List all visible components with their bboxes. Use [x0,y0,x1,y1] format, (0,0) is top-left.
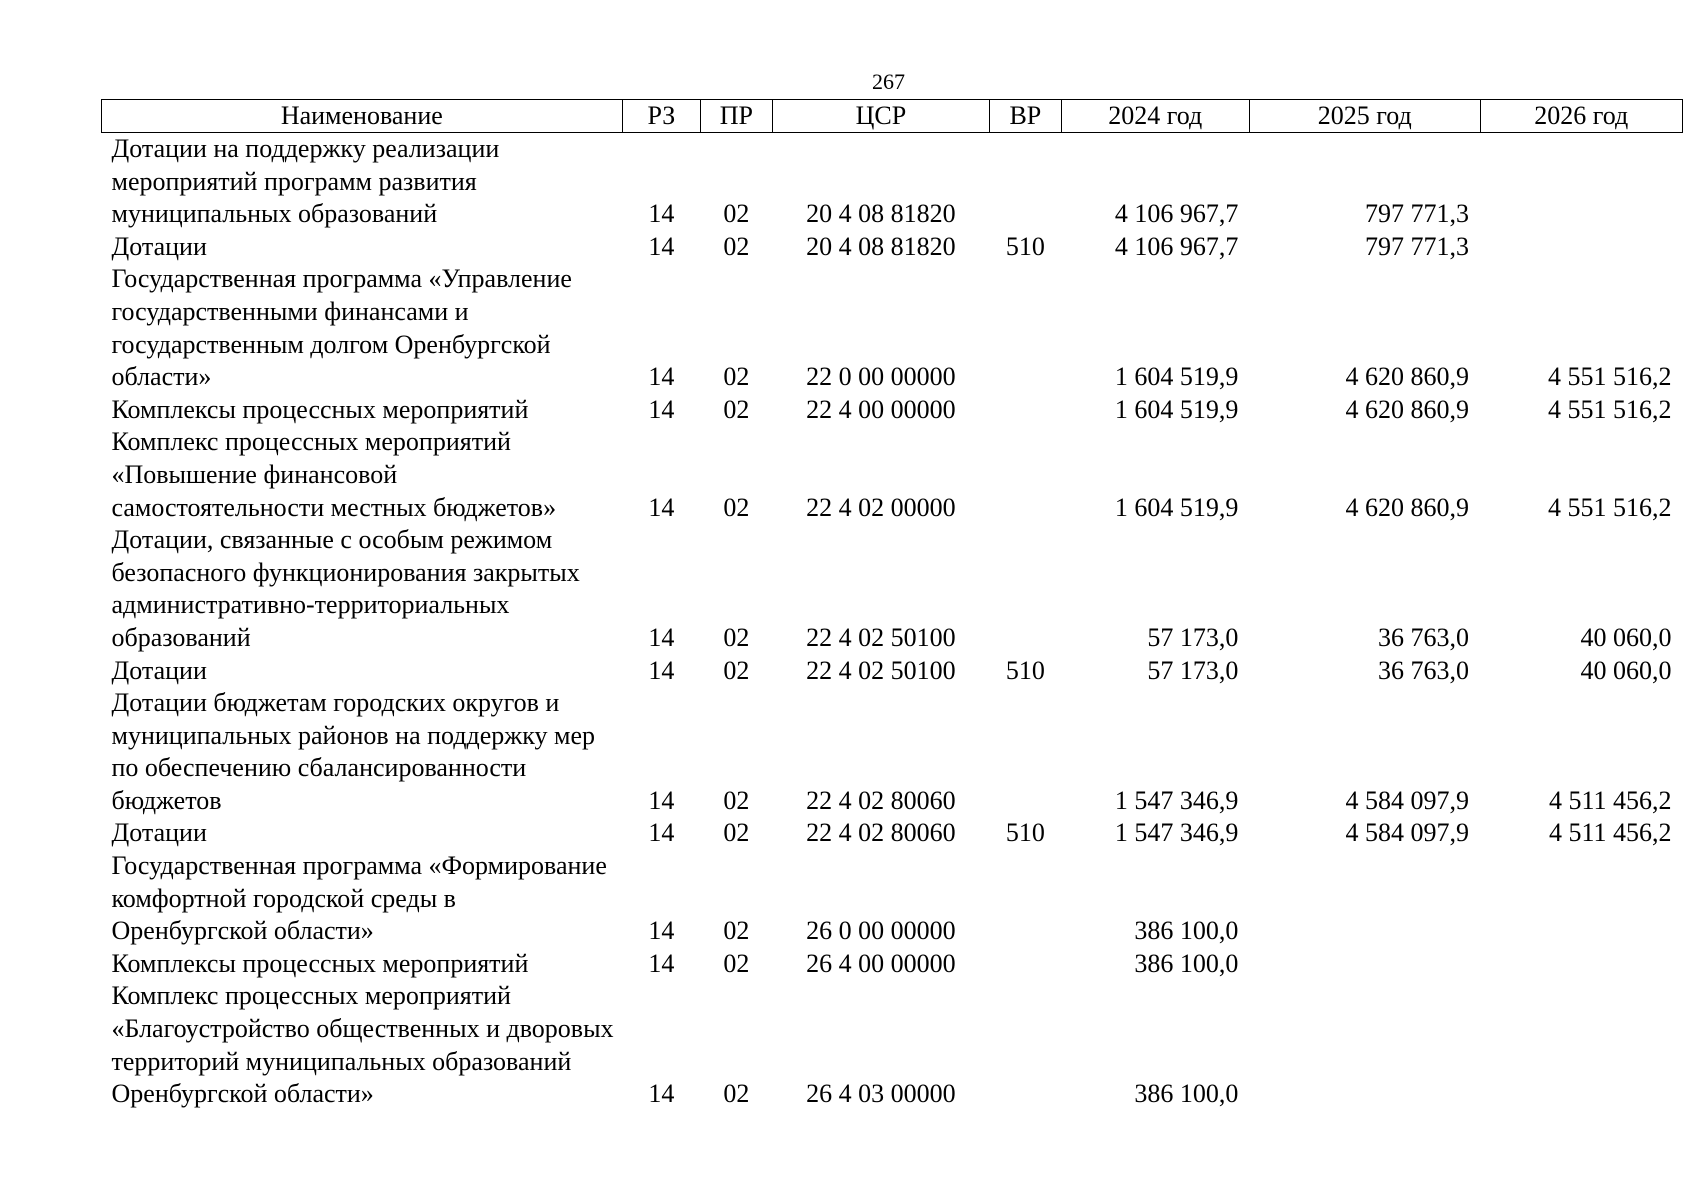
cell-2025: 797 771,3 [1365,231,1469,261]
cell-2025 [1249,850,1480,948]
cell-csr: 26 0 00 00000 [806,916,956,946]
cell-pr: 02 [723,948,750,978]
cell-2026 [1480,980,1683,1110]
cell-pr: 02 [723,362,750,392]
cell-2026 [1480,231,1683,264]
cell-vr: 510 [1005,655,1045,685]
cell-vr [990,426,1061,524]
cell-csr: 22 4 02 80060 [806,818,956,848]
cell-2026 [1480,133,1683,231]
cell-vr [990,687,1061,817]
cell-csr: 20 4 08 81820 [806,231,956,261]
page-number: 267 [872,69,905,94]
cell-2025: 4 584 097,9 [1345,818,1469,848]
cell-2025: 797 771,3 [1365,199,1469,229]
cell-vr [990,394,1061,427]
cell-name: Дотации бюджетам городских округов и муниципальных районов на поддержку мер по обеспечению сбалансированности бюджетов [111,688,595,815]
cell-csr: 20 4 08 81820 [806,199,956,229]
cell-2025: 4 584 097,9 [1345,785,1469,815]
cell-2026 [1480,850,1683,948]
cell-2026: 4 551 516,2 [1548,492,1672,522]
cell-rz: 14 [648,231,675,261]
table-row [102,980,1683,1110]
cell-pr: 02 [723,199,750,229]
table-row [102,655,1683,688]
header-name: Наименование [102,100,623,133]
cell-2024: 386 100,0 [1134,948,1239,978]
table-row [102,263,1683,393]
cell-name: Дотации [111,231,207,261]
header-2026: 2026 год [1480,100,1683,133]
cell-csr: 26 4 03 00000 [806,1079,956,1109]
cell-2026 [1480,948,1683,981]
cell-vr [990,524,1061,654]
cell-vr [990,263,1061,393]
cell-rz: 14 [648,1079,675,1109]
header-2025: 2025 год [1249,100,1480,133]
table-row [102,948,1683,981]
cell-2024: 4 106 967,7 [1114,231,1239,261]
cell-2026: 40 060,0 [1580,622,1672,652]
cell-name: Государственная программа «Управление государственными финансами и государственным долгом Оренбургской области» [111,264,572,392]
cell-2026: 4 551 516,2 [1548,362,1672,392]
cell-2026: 4 551 516,2 [1548,394,1672,424]
cell-2026: 4 511 456,2 [1548,818,1672,848]
table-row [102,524,1683,654]
cell-2026: 4 511 456,2 [1548,785,1672,815]
cell-vr [990,133,1061,231]
cell-csr: 22 0 00 00000 [806,362,956,392]
header-rz: РЗ [622,100,701,133]
cell-csr: 22 4 00 00000 [806,394,956,424]
cell-name: Комплексы процессных мероприятий [111,394,529,424]
cell-vr [990,948,1061,981]
cell-rz: 14 [648,785,675,815]
header-2024: 2024 год [1061,100,1249,133]
cell-name: Комплексы процессных мероприятий [111,948,529,978]
cell-rz: 14 [648,362,675,392]
cell-2025: 4 620 860,9 [1345,394,1469,424]
cell-pr: 02 [723,1079,750,1109]
table-row [102,426,1683,524]
header-vr: ВР [990,100,1061,133]
cell-csr: 22 4 02 00000 [806,492,956,522]
cell-pr: 02 [723,655,750,685]
header-pr: ПР [701,100,772,133]
table-body [102,133,1683,1111]
cell-2025: 4 620 860,9 [1345,492,1469,522]
cell-name: Комплекс процессных мероприятий «Благоустройство общественных и дворовых территорий муниципальных образований Оренбургской области» [111,981,614,1109]
table-row [102,850,1683,948]
cell-2024: 1 604 519,9 [1114,394,1239,424]
cell-vr [990,980,1061,1110]
cell-csr: 26 4 00 00000 [806,948,956,978]
cell-vr [990,850,1061,948]
cell-2024: 1 604 519,9 [1114,362,1239,392]
cell-vr: 510 [1005,818,1045,848]
table-header [102,100,1683,133]
cell-rz: 14 [648,818,675,848]
budget-table [101,99,1683,1111]
table-row [102,231,1683,264]
cell-name: Дотации, связанные с особым режимом безопасного функционирования закрытых административно-территориальных образований [111,525,580,652]
header-row [102,100,1683,133]
cell-pr: 02 [723,492,750,522]
cell-name: Дотации на поддержку реализации мероприятий программ развития муниципальных образований [111,134,500,229]
cell-rz: 14 [648,622,675,652]
cell-csr: 22 4 02 80060 [806,785,956,815]
cell-rz: 14 [648,916,675,946]
cell-2025: 36 763,0 [1378,622,1469,652]
cell-2024: 386 100,0 [1134,916,1239,946]
cell-csr: 22 4 02 50100 [806,655,956,685]
cell-rz: 14 [648,394,675,424]
table-row [102,687,1683,817]
cell-2024: 1 604 519,9 [1114,492,1239,522]
cell-2025 [1249,948,1480,981]
table-row [102,394,1683,427]
cell-rz: 14 [648,655,675,685]
cell-2026: 40 060,0 [1580,655,1672,685]
cell-2024: 4 106 967,7 [1114,199,1239,229]
cell-2024: 1 547 346,9 [1114,818,1239,848]
cell-rz: 14 [648,492,675,522]
cell-csr: 22 4 02 50100 [806,622,956,652]
cell-name: Комплекс процессных мероприятий «Повышение финансовой самостоятельности местных бюджетов» [111,427,557,522]
cell-name: Дотации [111,818,207,848]
cell-2025 [1249,980,1480,1110]
cell-rz: 14 [648,948,675,978]
cell-pr: 02 [723,785,750,815]
header-csr: ЦСР [772,100,990,133]
cell-vr: 510 [1005,231,1045,261]
cell-2025: 4 620 860,9 [1345,362,1469,392]
table-row [102,133,1683,231]
cell-name: Дотации [111,655,207,685]
cell-2024: 1 547 346,9 [1114,785,1239,815]
cell-2025: 36 763,0 [1378,655,1469,685]
cell-rz: 14 [648,199,675,229]
cell-2024: 57 173,0 [1147,655,1239,685]
cell-pr: 02 [723,916,750,946]
cell-name: Государственная программа «Формирование комфортной городской среды в Оренбургской области» [111,851,607,946]
cell-2024: 386 100,0 [1134,1079,1239,1109]
cell-pr: 02 [723,622,750,652]
cell-pr: 02 [723,818,750,848]
cell-pr: 02 [723,394,750,424]
cell-2024: 57 173,0 [1147,622,1239,652]
table-row [102,817,1683,850]
cell-pr: 02 [723,231,750,261]
